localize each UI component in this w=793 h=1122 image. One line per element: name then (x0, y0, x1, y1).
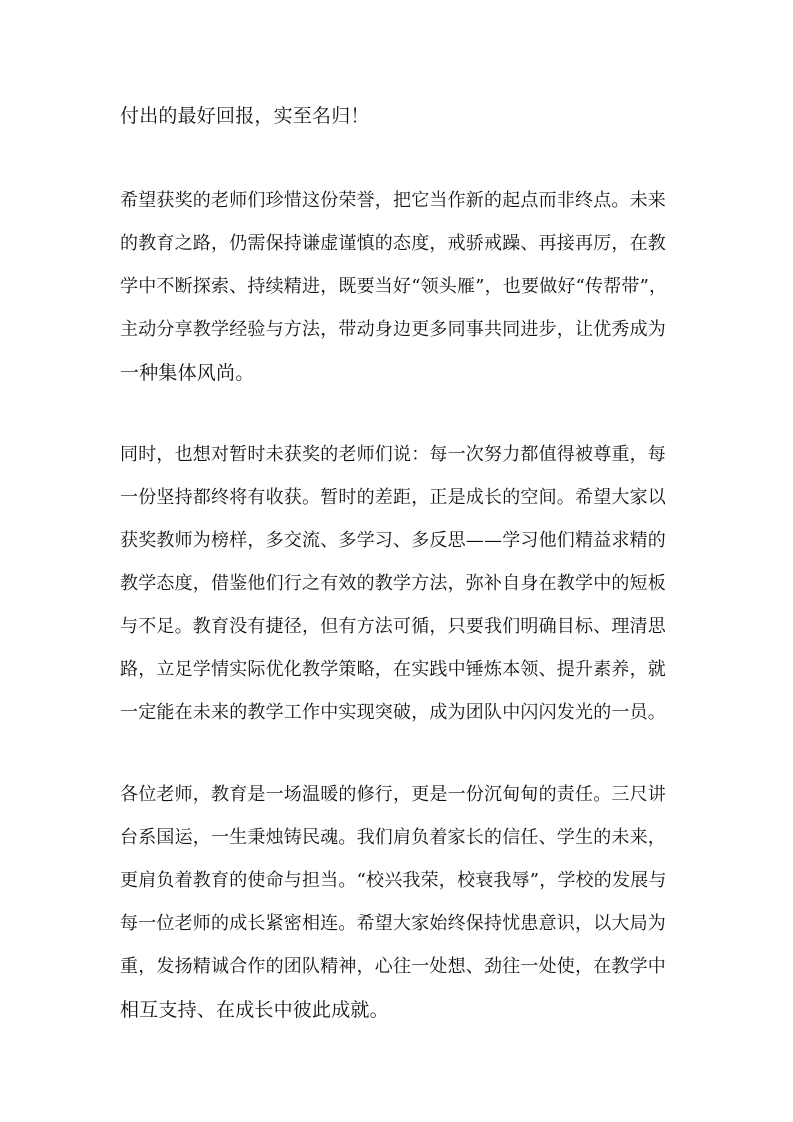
paragraph-2-line-2: 的教育之路，仍需保持谦虚谨慎的态度，戒骄戒躁、再接再厉，在教 (120, 233, 666, 254)
paragraph-3-line-6: 路，立足学情实际优化教学策略，在实践中锤炼本领、提升素养，就 (120, 659, 666, 680)
paragraph-4-line-5: 重，发扬精诚合作的团队精神，心往一处想、劲往一处使，在教学中 (120, 956, 666, 977)
paragraph-4-line-2: 台系国运，一生秉烛铸民魂。我们肩负着家长的信任、学生的未来， (120, 827, 666, 848)
paragraph-2-line-4: 主动分享教学经验与方法，带动身边更多同事共同进步，让优秀成为 (120, 319, 666, 340)
paragraph-2-line-3: 学中不断探索、持续精进，既要当好“领头雁”，也要做好“传帮带”， (120, 276, 668, 297)
paragraph-2-line-1: 希望获奖的老师们珍惜这份荣誉，把它当作新的起点而非终点。未来 (120, 190, 666, 211)
paragraph-3-line-7: 一定能在未来的教学工作中实现突破，成为团队中闪闪发光的一员。 (120, 702, 666, 723)
paragraph-4-line-6: 相互支持、在成长中彼此成就。 (120, 999, 389, 1021)
paragraph-3-line-4: 教学态度，借鉴他们行之有效的教学方法，弥补自身在教学中的短板 (120, 573, 666, 594)
paragraph-4-line-1: 各位老师，教育是一场温暖的修行，更是一份沉甸甸的责任。三尺讲 (120, 784, 666, 805)
paragraph-2-line-5: 一种集体风尚。 (120, 362, 255, 384)
paragraph-3-line-3: 获奖教师为榜样，多交流、多学习、多反思——学习他们精益求精的 (120, 530, 666, 551)
paragraph-3-line-5: 与不足。教育没有捷径，但有方法可循，只要我们明确目标、理清思 (120, 616, 666, 637)
paragraph-1-line-1: 付出的最好回报，实至名归！ (120, 105, 370, 127)
paragraph-4-line-4: 每一位老师的成长紧密相连。希望大家始终保持忧患意识，以大局为 (120, 913, 666, 934)
paragraph-3-line-1: 同时，也想对暂时未获奖的老师们说：每一次努力都值得被尊重，每 (120, 444, 666, 465)
paragraph-4-line-3: 更肩负着教育的使命与担当。“校兴我荣，校衰我辱”，学校的发展与 (120, 870, 667, 891)
paragraph-3-line-2: 一份坚持都终将有收获。暂时的差距，正是成长的空间。希望大家以 (120, 487, 666, 508)
